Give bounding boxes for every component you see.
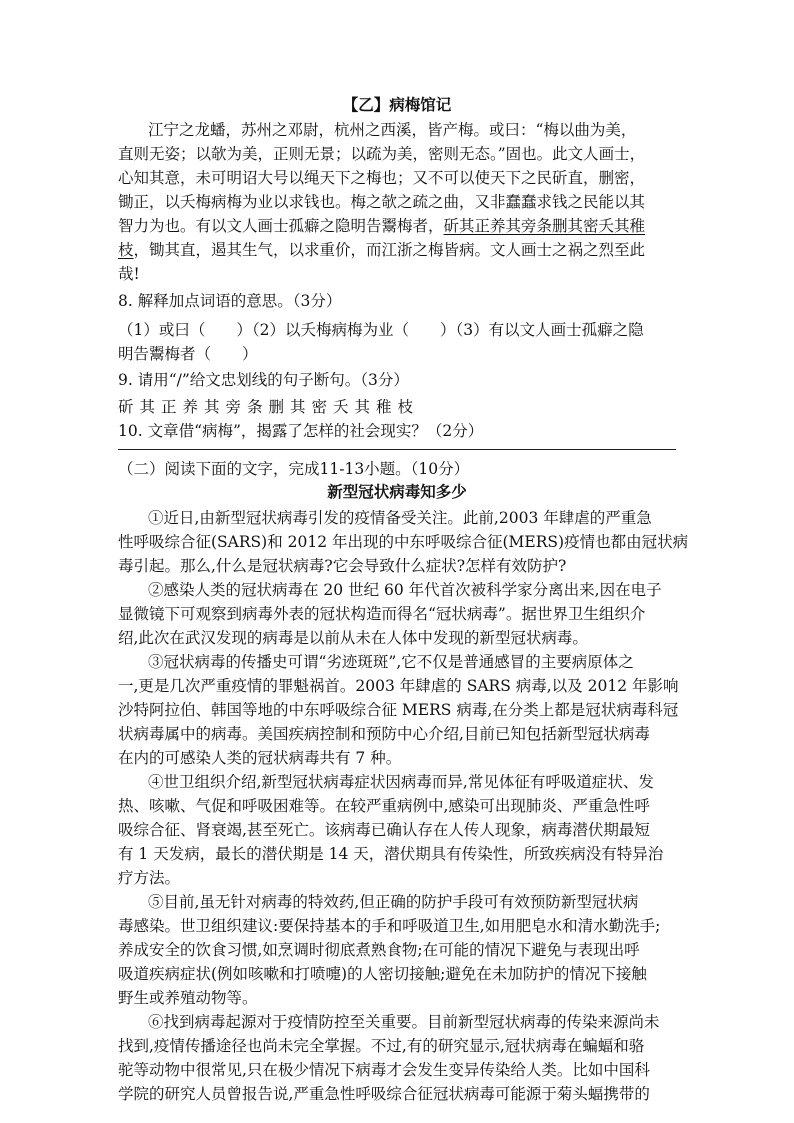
- article-line: 驼等动物中很常见,只在极少情况下病毒才会发生变异传染给人类。比如中国科: [118, 1061, 650, 1079]
- article-line: 有 1 天发病，最长的潜伏期是 14 天，潜伏期具有传染性，所致疾病没有特异治: [118, 845, 664, 863]
- article-line: 找到,疫情传播途径也尚未完全掌握。不过,有的研究显示,冠状病毒在蝙蝠和骆: [118, 1037, 645, 1055]
- article-line: 一,更是几次严重疫情的罪魁祸首。2003 年肆虐的 SARS 病毒,以及 2012 年影响: [118, 677, 679, 695]
- question-10: 10. 文章借“病梅”，揭露了怎样的社会现实？（2分）: [118, 422, 484, 440]
- section-divider: [118, 449, 676, 450]
- article-line: 在内的可感染人类的冠状病毒共有 7 种。: [118, 749, 402, 767]
- passage-b-line: 心知其意，未可明诏大号以绳天下之梅也；又不可以使天下之民斫直，删密，: [118, 169, 646, 187]
- article-line: 绍,此次在武汉发现的病毒是以前从未在人体中发现的新型冠状病毒。: [118, 629, 588, 647]
- passage-b-line: 锄正，以夭梅病梅为业以求钱也。梅之欹之疏之曲，又非蠢蠢求钱之民能以其: [118, 193, 646, 211]
- article-line: 疗方法。: [118, 869, 181, 887]
- passage-b-title: 【乙】病梅馆记: [342, 96, 452, 114]
- article-line: 沙特阿拉伯、韩国等地的中东呼吸综合征 MERS 病毒,在分类上都是冠状病毒科冠: [118, 701, 679, 719]
- underlined-sentence-end: 枝: [118, 241, 134, 259]
- question-9: 9. 请用“/”给文忠划线的句子断句。（3分）: [118, 371, 409, 389]
- passage-b-line: 哉!: [118, 265, 140, 283]
- passage-b-line-text: 智力为也。有以文人画士孤癖之隐明告鬻梅者，: [118, 217, 444, 235]
- article-line: 热、咳嗽、气促和呼吸困难等。在较严重病例中,感染可出现肺炎、严重急性呼: [118, 797, 650, 815]
- passage-b-line: 江宁之龙蟠，苏州之邓尉，杭州之西溪，皆产梅。或曰：“梅以曲为美，: [148, 121, 637, 139]
- passage-b-line: [118, 239, 645, 263]
- article-line: 性呼吸综合征(SARS)和 2012 年出现的中东呼吸综合征(MERS)疫情也都由冠状病: [118, 533, 689, 551]
- article-line: 学院的研究人员曾报告说,严重急性呼吸综合征冠状病毒可能源于菊头蝠携带的: [118, 1085, 650, 1103]
- article-line: 吸道疾病症状(例如咳嗽和打喷嚏)的人密切接触;避免在未加防护的情况下接触: [118, 965, 647, 983]
- article-line: 毒感染。世卫组织建议:要保持基本的手和呼吸道卫生,如用肥皂水和清水勤洗手;: [118, 917, 661, 935]
- article-line: 状病毒属中的病毒。美国疾病控制和预防中心介绍,目前已知包括新型冠状病毒: [118, 725, 650, 743]
- article-line: ⑥找到病毒起源对于疫情防控至关重要。目前新型冠状病毒的传染来源尚未: [148, 1013, 660, 1031]
- question-8-items: 明告鬻梅者（ ）: [118, 345, 258, 363]
- passage-b-line: 直则无姿；以欹为美，正则无景；以疏为美，密则无态。”固也。此文人画士，: [118, 145, 646, 163]
- article-title: 新型冠状病毒知多少: [327, 483, 467, 501]
- article-line: 毒引起。那么,什么是冠状病毒?它会导致什么症状?怎样有效防护?: [118, 557, 567, 575]
- question-8: 8. 解释加点词语的意思。（3分）: [118, 292, 342, 310]
- article-line: ⑤目前,虽无针对病毒的特效药,但正确的防护手段可有效预防新型冠状病: [148, 893, 639, 911]
- article-line: ②感染人类的冠状病毒在 20 世纪 60 年代首次被科学家分离出来,因在电子: [148, 581, 662, 599]
- article-line: 野生或养殖动物等。: [118, 989, 258, 1007]
- question-9-sentence: 斫其正养其旁条删其密夭其稚枝: [118, 398, 420, 416]
- article-line: 养成安全的饮食习惯,如烹调时彻底煮熟食物;在可能的情况下避免与表现出呼: [118, 941, 640, 959]
- article-line: 吸综合征、肾衰竭,甚至死亡。该病毒已确认存在人传人现象，病毒潜伏期最短: [118, 821, 650, 839]
- passage-b-line: [118, 215, 645, 239]
- article-line: ③冠状病毒的传播史可谓“劣迹斑斑”,它不仅是普通感冒的主要病原体之: [148, 653, 634, 671]
- question-8-items: （1）或曰（ ）（2）以夭梅病梅为业（ ）（3）有以文人画士孤癖之隐: [118, 321, 644, 339]
- underlined-sentence: 斫其正养其旁条删其密夭其稚: [443, 217, 646, 235]
- passage-b-line-text: ，锄其直，遏其生气，以求重价，而江浙之梅皆病。文人画士之祸之烈至此: [133, 241, 646, 259]
- article-line: ④世卫组织介绍,新型冠状病毒症状因病毒而异,常见体征有呼吸道症状、发: [148, 773, 654, 791]
- article-line: 显微镜下可观察到病毒外表的冠状构造而得名“冠状病毒”。据世界卫生组织介: [118, 605, 646, 623]
- article-line: ①近日,由新型冠状病毒引发的疫情备受关注。此前,2003 年肆虐的严重急: [148, 509, 652, 527]
- section-2-intro: （二）阅读下面的文字，完成11-13小题。（10分）: [118, 460, 470, 478]
